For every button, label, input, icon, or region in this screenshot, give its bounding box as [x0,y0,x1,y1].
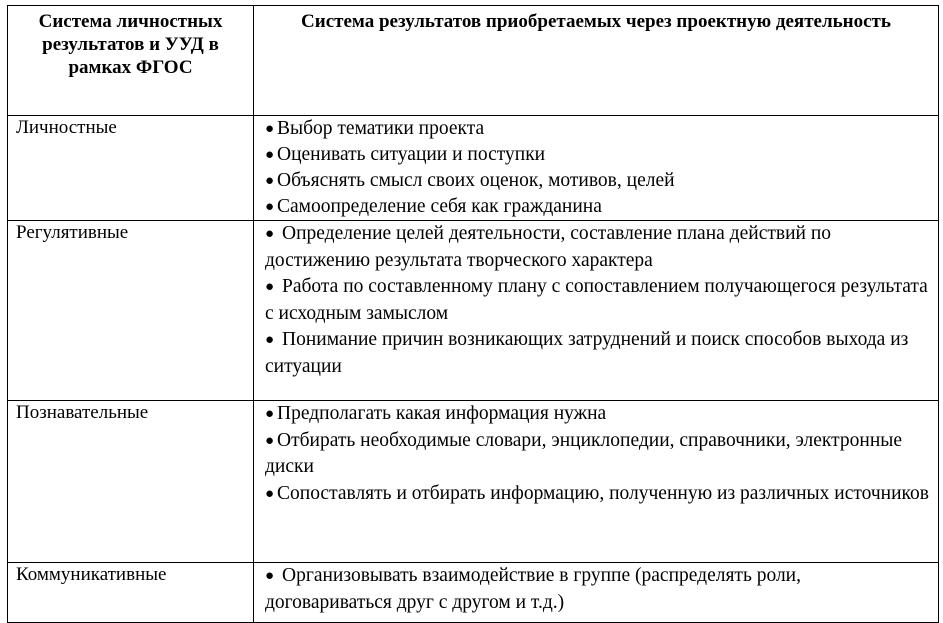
list-item-text: Оценивать ситуации и поступки [277,144,546,165]
list-item [265,142,930,168]
items-cell [254,563,939,623]
list-item [265,481,930,508]
list-item-text: Сопоставлять и отбирать информацию, полученную из различных источников [277,482,929,504]
bullet-icon: ● [265,568,275,584]
list-item [265,563,930,616]
category-cell: Личностные [8,116,254,221]
header-cell-project-results: Система результатов приобретаемых через проектную деятельность [254,6,939,116]
bullet-icon: ● [265,432,275,449]
list-item-text: Понимание причин возникающих затруднений и поиск способов выхода из ситуации [265,329,909,377]
items-cell [254,401,939,563]
list-item [265,401,930,428]
list-item [265,168,930,194]
category-cell: Регулятивные [8,221,254,401]
list-item [265,274,930,327]
header-row [8,6,939,116]
bullet-icon: ● [265,406,275,422]
bullet-icon: ● [265,332,275,348]
list-item-text: Работа по составленному плану с сопоставлением получающегося результата с исходным замыслом [265,276,928,324]
bullet-icon: ● [265,147,275,163]
header-cell-fgos-system: Система личностных результатов и УУД в рамках ФГОС [8,6,254,116]
bullet-icon: ● [265,485,275,502]
table-row [8,563,939,623]
items-cell [254,221,939,401]
bullet-icon: ● [265,121,275,137]
table-row [8,401,939,563]
list-item-text: Определение целей деятельности, составление плана действий по достижению результата творческого характера [265,223,832,271]
category-cell: Познавательные [8,401,254,563]
list-item-text: Выбор тематики проекта [277,118,485,139]
bullet-icon: ● [265,199,275,215]
list-item [265,194,930,220]
bullet-icon: ● [265,279,275,295]
table-row [8,221,939,401]
list-item [265,221,930,274]
bullet-icon: ● [265,173,275,189]
items-cell [254,116,939,221]
list-item-text: Предполагать какая информация нужна [277,403,607,424]
bullet-icon: ● [265,226,275,242]
list-item [265,116,930,142]
results-table [7,5,939,623]
list-item [265,327,930,380]
list-item-text: Самоопределение себя как гражданина [277,196,602,217]
list-item-text: Объяснять смысл своих оценок, мотивов, целей [277,170,675,191]
list-item-text: Организовывать взаимодействие в группе (распределять роли, договариваться друг с другом и т.д.) [265,565,801,613]
category-cell: Коммуникативные [8,563,254,623]
list-item-text: Отбирать необходимые словари, энциклопедии, справочники, электронные диски [265,429,903,477]
table-row [8,116,939,221]
list-item [265,428,930,481]
